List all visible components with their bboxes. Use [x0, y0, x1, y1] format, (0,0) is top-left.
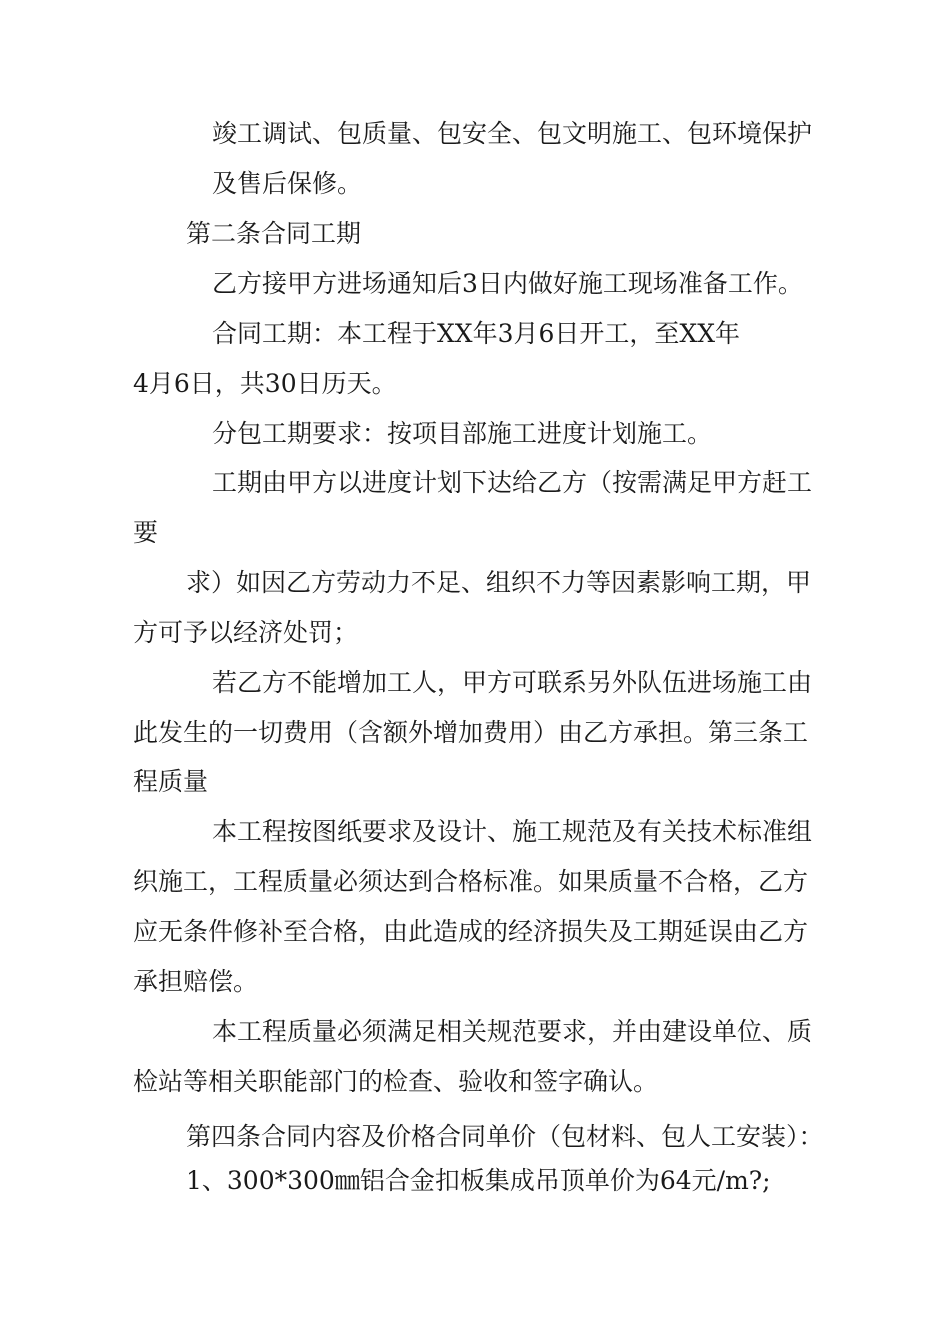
text-line: 4月6日，共30日历天。: [133, 369, 397, 398]
text-line: 应无条件修补至合格，由此造成的经济损失及工期延误由乙方: [133, 917, 809, 946]
text-line: 乙方接甲方进场通知后3日内做好施工现场准备工作。: [212, 269, 803, 298]
text-line: 合同工期：本工程于XX年3月6日开工，至XX年: [212, 319, 741, 348]
text-line: 工期由甲方以进度计划下达给乙方（按需满足甲方赶工: [212, 468, 813, 497]
text-line: 程质量: [133, 767, 209, 796]
section-heading: 第四条合同内容及价格合同单价（包材料、包人工安装）：: [186, 1122, 824, 1151]
text-line: 织施工，工程质量必须达到合格标准。如果质量不合格，乙方: [133, 867, 809, 896]
text-line: 要: [133, 518, 159, 547]
text-line: 本工程按图纸要求及设计、施工规范及有关技术标准组: [212, 817, 813, 846]
text-line: 承担赔偿。: [133, 967, 259, 996]
section-heading: 第二条合同工期: [186, 219, 362, 248]
text-line: 检站等相关职能部门的检查、验收和签字确认。: [133, 1067, 659, 1096]
text-line: 分包工期要求：按项目部施工进度计划施工。: [212, 419, 713, 448]
text-line: 竣工调试、包质量、包安全、包文明施工、包环境保护: [212, 119, 813, 148]
text-line: 求）如因乙方劳动力不足、组织不力等因素影响工期，甲: [186, 568, 812, 597]
text-line: 1、300*300㎜铝合金扣板集成吊顶单价为64元/m?;: [186, 1166, 771, 1195]
text-line: 及售后保修。: [212, 169, 363, 198]
text-line: 此发生的一切费用（含额外增加费用）由乙方承担。第三条工: [133, 718, 809, 747]
text-line: 方可予以经济处罚；: [133, 618, 359, 647]
text-line: 若乙方不能增加工人，甲方可联系另外队伍进场施工由: [212, 668, 813, 697]
text-line: 本工程质量必须满足相关规范要求，并由建设单位、质: [212, 1017, 813, 1046]
